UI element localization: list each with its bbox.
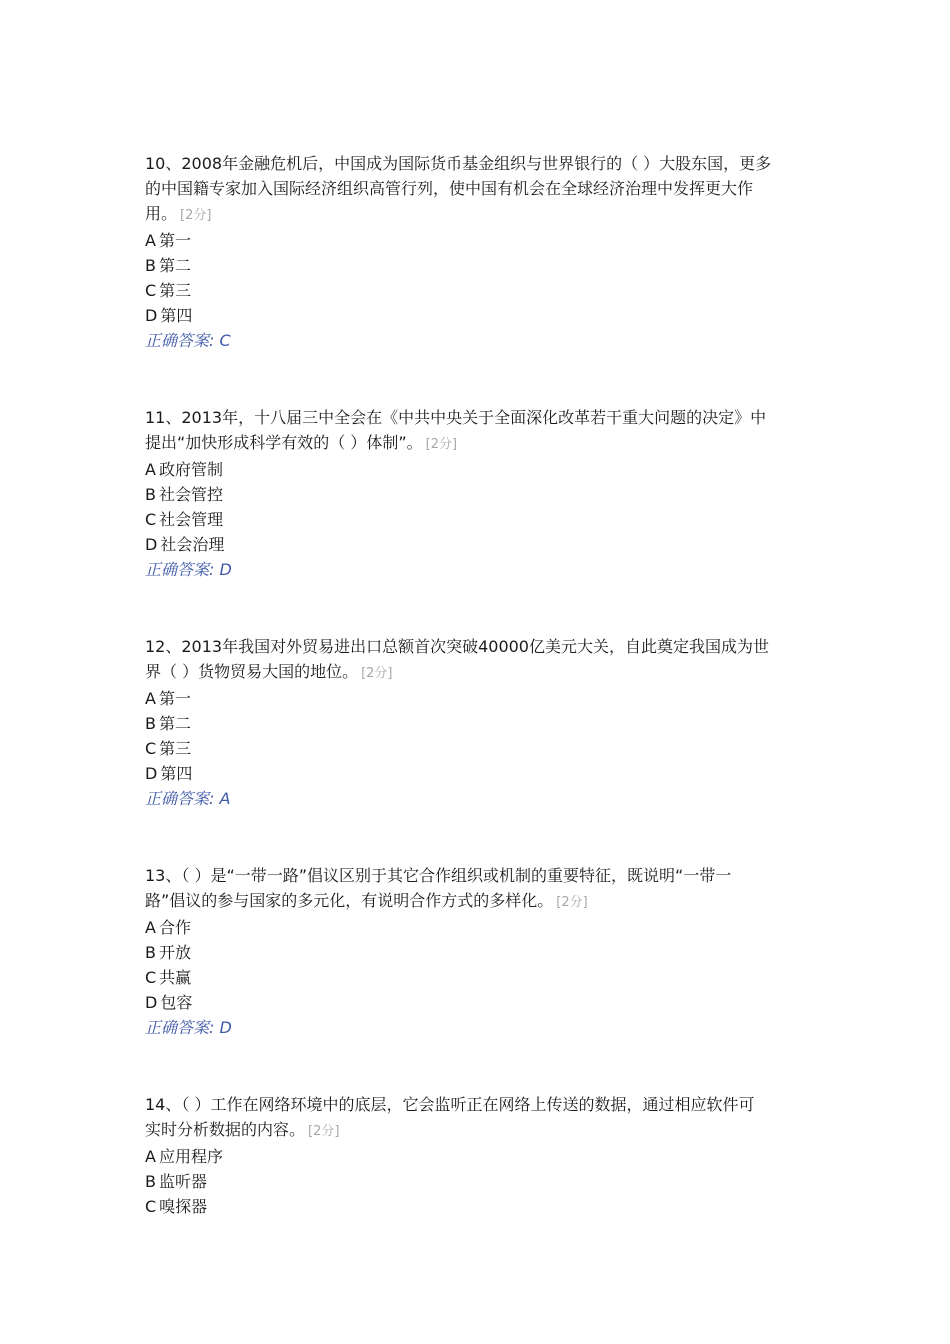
question-text (145, 405, 805, 457)
option-c (145, 736, 805, 761)
option-text: 开放 (158, 943, 191, 962)
question-line-text: 路”倡议的参与国家的多元化，有说明合作方式的多样化。 (145, 891, 554, 910)
option-letter: A (145, 231, 156, 250)
option-letter: A (145, 918, 156, 937)
option-letter: D (145, 535, 158, 554)
option-letter: C (145, 510, 157, 529)
option-a (145, 228, 805, 253)
option-b (145, 1169, 805, 1194)
question-12 (145, 634, 805, 811)
question-line (145, 888, 805, 915)
option-letter: D (145, 306, 158, 325)
option-text: 应用程序 (158, 1147, 223, 1166)
option-text: 合作 (158, 918, 191, 937)
question-line (145, 1117, 805, 1144)
question-text (145, 1092, 805, 1144)
question-line: 10、2008年金融危机后，中国成为国际货币基金组织与世界银行的（ ）大股东国，更多 (145, 154, 772, 173)
question-line-text: 实时分析数据的内容。 (145, 1120, 306, 1139)
option-letter: A (145, 1147, 156, 1166)
option-d (145, 761, 805, 786)
question-line-text: 用。 (145, 204, 178, 223)
option-letter: B (145, 943, 156, 962)
correct-answer: 正确答案: D (145, 1018, 232, 1037)
option-text: 嗅探器 (159, 1197, 208, 1216)
option-letter: D (145, 993, 158, 1012)
question-line-text: 界（ ）货物贸易大国的地位。 (145, 662, 359, 681)
question-text (145, 634, 805, 686)
option-text: 第二 (158, 714, 191, 733)
option-letter: A (145, 460, 156, 479)
question-line (145, 659, 805, 686)
correct-answer: 正确答案: C (145, 331, 231, 350)
question-line-text: 提出“加快形成科学有效的（ ）体制”。 (145, 433, 423, 452)
question-line (145, 430, 805, 457)
option-letter: C (145, 1197, 157, 1216)
option-letter: C (145, 281, 157, 300)
option-b (145, 253, 805, 278)
option-c (145, 1194, 805, 1219)
option-c (145, 507, 805, 532)
option-text: 社会治理 (160, 535, 225, 554)
score-label: [2分] (361, 666, 393, 681)
option-letter: C (145, 968, 157, 987)
option-a (145, 686, 805, 711)
option-text: 第四 (160, 764, 193, 783)
option-letter: B (145, 1172, 156, 1191)
question-text (145, 151, 805, 228)
option-d (145, 990, 805, 1015)
option-a (145, 457, 805, 482)
correct-answer: 正确答案: D (145, 560, 232, 579)
option-text: 第三 (159, 281, 192, 300)
option-c (145, 965, 805, 990)
option-letter: B (145, 256, 156, 275)
question-14 (145, 1092, 805, 1219)
option-b (145, 711, 805, 736)
option-d (145, 532, 805, 557)
option-a (145, 1144, 805, 1169)
option-text: 监听器 (158, 1172, 207, 1191)
option-letter: B (145, 485, 156, 504)
question-10 (145, 151, 805, 353)
option-letter: B (145, 714, 156, 733)
question-line: 11、2013年，十八届三中全会在《中共中央关于全面深化改革若干重大问题的决定》中 (145, 408, 767, 427)
option-letter: D (145, 764, 158, 783)
correct-answer: 正确答案: A (145, 789, 231, 808)
option-b (145, 940, 805, 965)
option-b (145, 482, 805, 507)
score-label: [2分] (556, 895, 588, 910)
option-text: 第二 (158, 256, 191, 275)
option-text: 第三 (159, 739, 192, 758)
question-line: 12、2013年我国对外贸易进出口总额首次突破40000亿美元大关，自此奠定我国成为世 (145, 637, 769, 656)
question-line: 14、（ ）工作在网络环境中的底层，它会监听正在网络上传送的数据，通过相应软件可 (145, 1095, 755, 1114)
option-a (145, 915, 805, 940)
option-text: 社会管理 (159, 510, 224, 529)
question-line (145, 201, 805, 228)
question-text (145, 863, 805, 915)
score-label: [2分] (425, 437, 458, 452)
option-text: 第一 (158, 231, 191, 250)
option-text: 社会管控 (158, 485, 223, 504)
option-c (145, 278, 805, 303)
question-line: 13、（ ）是“一带一路”倡议区别于其它合作组织或机制的重要特征，既说明“一带一 (145, 866, 732, 885)
score-label: [2分] (180, 208, 212, 223)
option-text: 共赢 (159, 968, 192, 987)
question-line: 的中国籍专家加入国际经济组织高管行列，使中国有机会在全球经济治理中发挥更大作 (145, 179, 754, 198)
option-letter: A (145, 689, 156, 708)
question-11 (145, 405, 805, 582)
option-letter: C (145, 739, 157, 758)
option-text: 政府管制 (158, 460, 223, 479)
option-text: 第一 (158, 689, 191, 708)
option-text: 第四 (160, 306, 193, 325)
option-d (145, 303, 805, 328)
option-text: 包容 (160, 993, 193, 1012)
score-label: [2分] (308, 1124, 340, 1139)
question-13 (145, 863, 805, 1040)
